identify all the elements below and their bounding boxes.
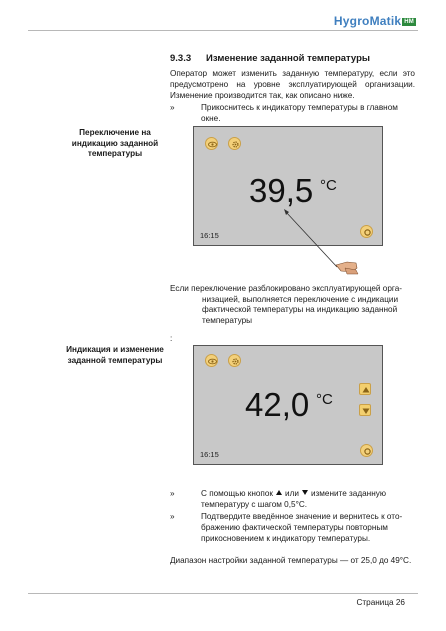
temperature-indicator[interactable]: 39,5 bbox=[249, 172, 314, 209]
increase-button[interactable] bbox=[359, 383, 371, 395]
step-2-after: измените заданную температуру с шагом 0,5°C. bbox=[201, 489, 386, 509]
section-heading bbox=[170, 53, 370, 64]
section-title: Изменение заданной температуры bbox=[206, 53, 371, 64]
display-screen-actual bbox=[193, 126, 383, 246]
settings-icon[interactable] bbox=[228, 137, 241, 150]
side-heading-setpoint: Индикация и изменение заданной температуры bbox=[66, 345, 164, 365]
clock-time: 16:15 bbox=[200, 231, 219, 240]
step-2-text bbox=[201, 488, 411, 510]
step-2-before: С помощью кнопок bbox=[201, 489, 274, 498]
intro-paragraph: Оператор может изменить заданную температуру, если это предусмотрено на уровне эксплуатирующей организации. Изменение производится так, как описано ниже. bbox=[170, 69, 415, 100]
decrease-button[interactable] bbox=[359, 404, 371, 416]
eye-icon[interactable] bbox=[205, 354, 218, 367]
display-screen-setpoint bbox=[193, 345, 383, 465]
step-3-text: Подтвердите введённое значение и вернитесь к ото-бражению фактической температуры повторным прикосновением к индикатору температуры. bbox=[201, 512, 403, 543]
page-number: Страница 26 bbox=[356, 598, 405, 607]
note-continuation: низацией, выполняется переключение с индикации фактической температуры на индикацию заданной температуры bbox=[202, 294, 399, 325]
colon-mark: : bbox=[170, 334, 173, 343]
range-paragraph: Диапазон настройки заданной температуры — от 25,0 до 49°C. bbox=[170, 556, 412, 565]
up-arrow-icon bbox=[276, 490, 282, 495]
temperature-unit: °C bbox=[320, 177, 337, 194]
header-divider bbox=[28, 30, 418, 31]
bullet-marker: » bbox=[170, 489, 175, 498]
hand-icon bbox=[336, 262, 358, 274]
step-2 bbox=[170, 488, 415, 512]
info-icon[interactable] bbox=[360, 444, 373, 457]
section-number: 9.3.3 bbox=[170, 53, 192, 64]
step-2-or: или bbox=[285, 489, 299, 498]
brand-logo bbox=[334, 14, 416, 28]
bullet-marker: » bbox=[170, 512, 175, 521]
step-1-text: Прикоснитесь к индикатору температуры в главном окне. bbox=[201, 103, 398, 123]
info-icon[interactable] bbox=[360, 225, 373, 238]
step-1 bbox=[170, 102, 415, 126]
temperature-setpoint[interactable]: 42,0 bbox=[245, 386, 310, 423]
step-3 bbox=[170, 511, 415, 547]
footer-divider bbox=[28, 593, 418, 594]
note-first-line: Если переключение разблокировано эксплуатирующей орга- bbox=[170, 284, 402, 293]
brand-logo-text: HygroMatik bbox=[333, 14, 402, 28]
note-paragraph bbox=[170, 284, 417, 326]
brand-logo-badge: HM bbox=[404, 19, 414, 25]
eye-icon[interactable] bbox=[205, 137, 218, 150]
down-arrow-icon bbox=[302, 490, 308, 495]
settings-icon[interactable] bbox=[228, 354, 241, 367]
clock-time: 16:15 bbox=[200, 450, 219, 459]
temperature-unit: °C bbox=[316, 391, 333, 408]
side-heading-switch: Переключение на индикацию заданной температуры bbox=[71, 128, 159, 158]
bullet-marker: » bbox=[170, 103, 175, 112]
